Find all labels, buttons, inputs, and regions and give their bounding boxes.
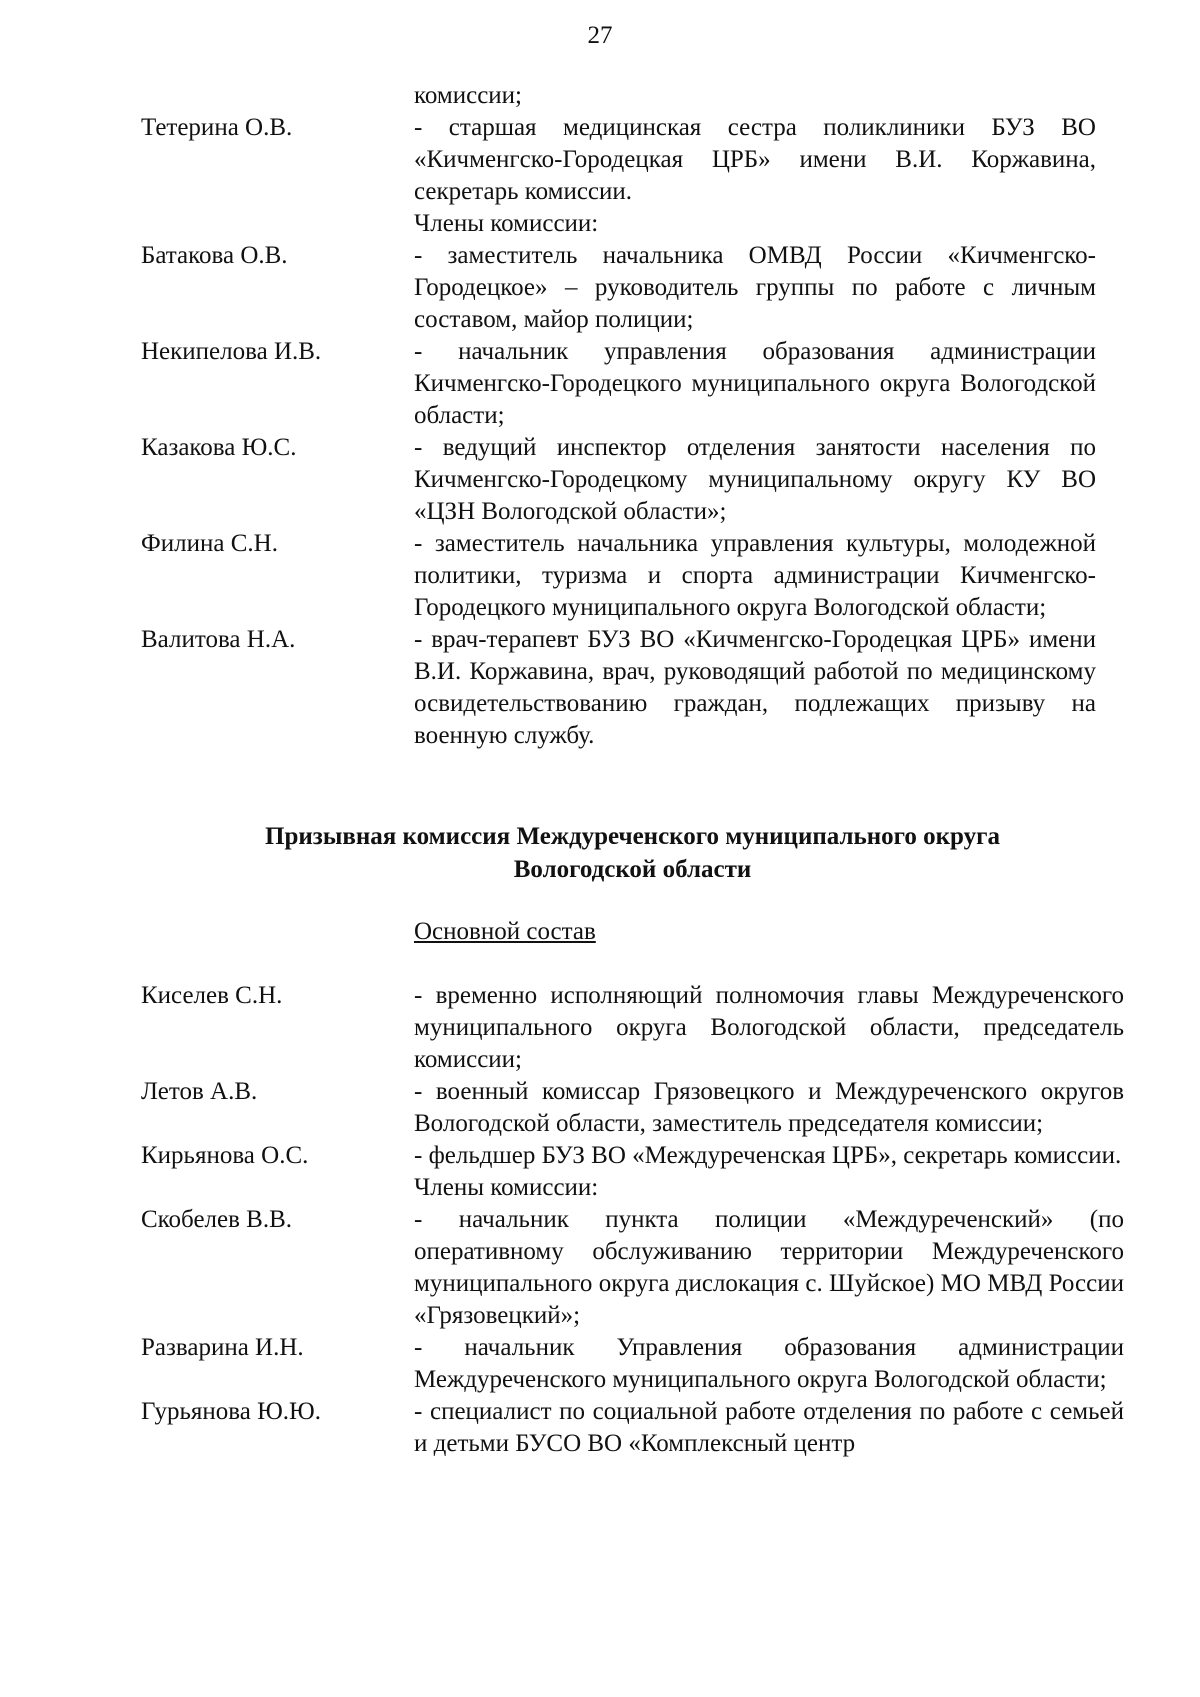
section-heading-line: Призывная комиссия Междуреченского муниципального округа <box>265 823 1000 850</box>
member-name <box>141 1172 414 1204</box>
commission-members-list-kichmengsk <box>141 80 1096 752</box>
members-caption: Члены комиссии: <box>414 210 599 237</box>
member-role: - начальник пункта полиции «Междуреченский» (по оперативному обслуживанию территории Междуреченского муниципального округа дислокация с. Шуйское) МО МВД России «Грязовецкий»; <box>414 1206 1124 1329</box>
member-row <box>141 336 1096 432</box>
member-row <box>141 1140 1124 1172</box>
member-row <box>141 528 1096 624</box>
section-heading-line: Вологодской области <box>513 856 752 883</box>
member-name <box>141 208 414 240</box>
member-name: Кирьянова О.С. <box>141 1142 309 1169</box>
member-role: - фельдшер БУЗ ВО «Междуреченская ЦРБ», секретарь комиссии. <box>414 1142 1122 1169</box>
member-row <box>141 980 1124 1076</box>
member-row <box>141 1396 1124 1460</box>
member-row <box>141 1204 1124 1332</box>
member-name: Тетерина О.В. <box>141 114 293 141</box>
member-role: - военный комиссар Грязовецкого и Междуреченского округов Вологодской области, заместитель председателя комиссии; <box>414 1078 1124 1137</box>
member-name: Валитова Н.А. <box>141 626 296 653</box>
member-role: - специалист по социальной работе отделения по работе с семьей и детьми БУСО ВО «Комплексный центр <box>414 1398 1124 1457</box>
member-name: Филина С.Н. <box>141 530 278 557</box>
member-role: - заместитель начальника ОМВД России «Кичменгско-Городецкое» – руководитель группы по работе с личным составом, майор полиции; <box>414 242 1096 333</box>
commission-members-list-mezhdurechensk <box>141 980 1124 1460</box>
member-name: Гурьянова Ю.Ю. <box>141 1398 321 1425</box>
member-row <box>141 432 1096 528</box>
member-name: Летов А.В. <box>141 1078 258 1105</box>
page-number: 27 <box>587 22 613 49</box>
member-row <box>141 80 1096 112</box>
member-role: - врач-терапевт БУЗ ВО «Кичменгско-Городецкая ЦРБ» имени В.И. Коржавина, врач, руководящий работой по медицинскому освидетельствованию граждан, подлежащих призыву на военную службу. <box>414 626 1096 749</box>
member-name <box>141 80 414 112</box>
member-role: - временно исполняющий полномочия главы Междуреченского муниципального округа Вологодской области, председатель комиссии; <box>414 982 1124 1073</box>
member-row <box>141 624 1096 752</box>
member-row <box>141 1076 1124 1140</box>
member-name: Батакова О.В. <box>141 242 288 269</box>
members-caption-row <box>141 208 1096 240</box>
member-role: - заместитель начальника управления культуры, молодежной политики, туризма и спорта администрации Кичменгско-Городецкого муниципального округа Вологодской области; <box>414 530 1096 621</box>
member-name: Киселев С.Н. <box>141 982 283 1009</box>
member-row <box>141 1332 1124 1396</box>
member-name: Скобелев В.В. <box>141 1206 293 1233</box>
member-row <box>141 240 1096 336</box>
member-role: - старшая медицинская сестра поликлиники БУЗ ВО «Кичменгско-Городецкая ЦРБ» имени В.И. Коржавина, секретарь комиссии. <box>414 114 1096 205</box>
member-name: Разварина И.Н. <box>141 1334 304 1361</box>
member-role: - начальник Управления образования администрации Междуреченского муниципального округа Вологодской области; <box>414 1334 1124 1393</box>
member-row <box>141 112 1096 208</box>
subheading-main-composition: Основной состав <box>414 918 596 945</box>
member-role: - ведущий инспектор отделения занятости населения по Кичменгско-Городецкому муниципальному округу КУ ВО «ЦЗН Вологодской области»; <box>414 434 1096 525</box>
members-caption-row <box>141 1172 1124 1204</box>
members-caption: Члены комиссии: <box>414 1174 599 1201</box>
member-role: - начальник управления образования администрации Кичменгско-Городецкого муниципального округа Вологодской области; <box>414 338 1096 429</box>
member-name: Некипелова И.В. <box>141 338 322 365</box>
section-heading <box>141 820 1124 886</box>
member-role: комиссии; <box>414 82 522 109</box>
member-name: Казакова Ю.С. <box>141 434 297 461</box>
